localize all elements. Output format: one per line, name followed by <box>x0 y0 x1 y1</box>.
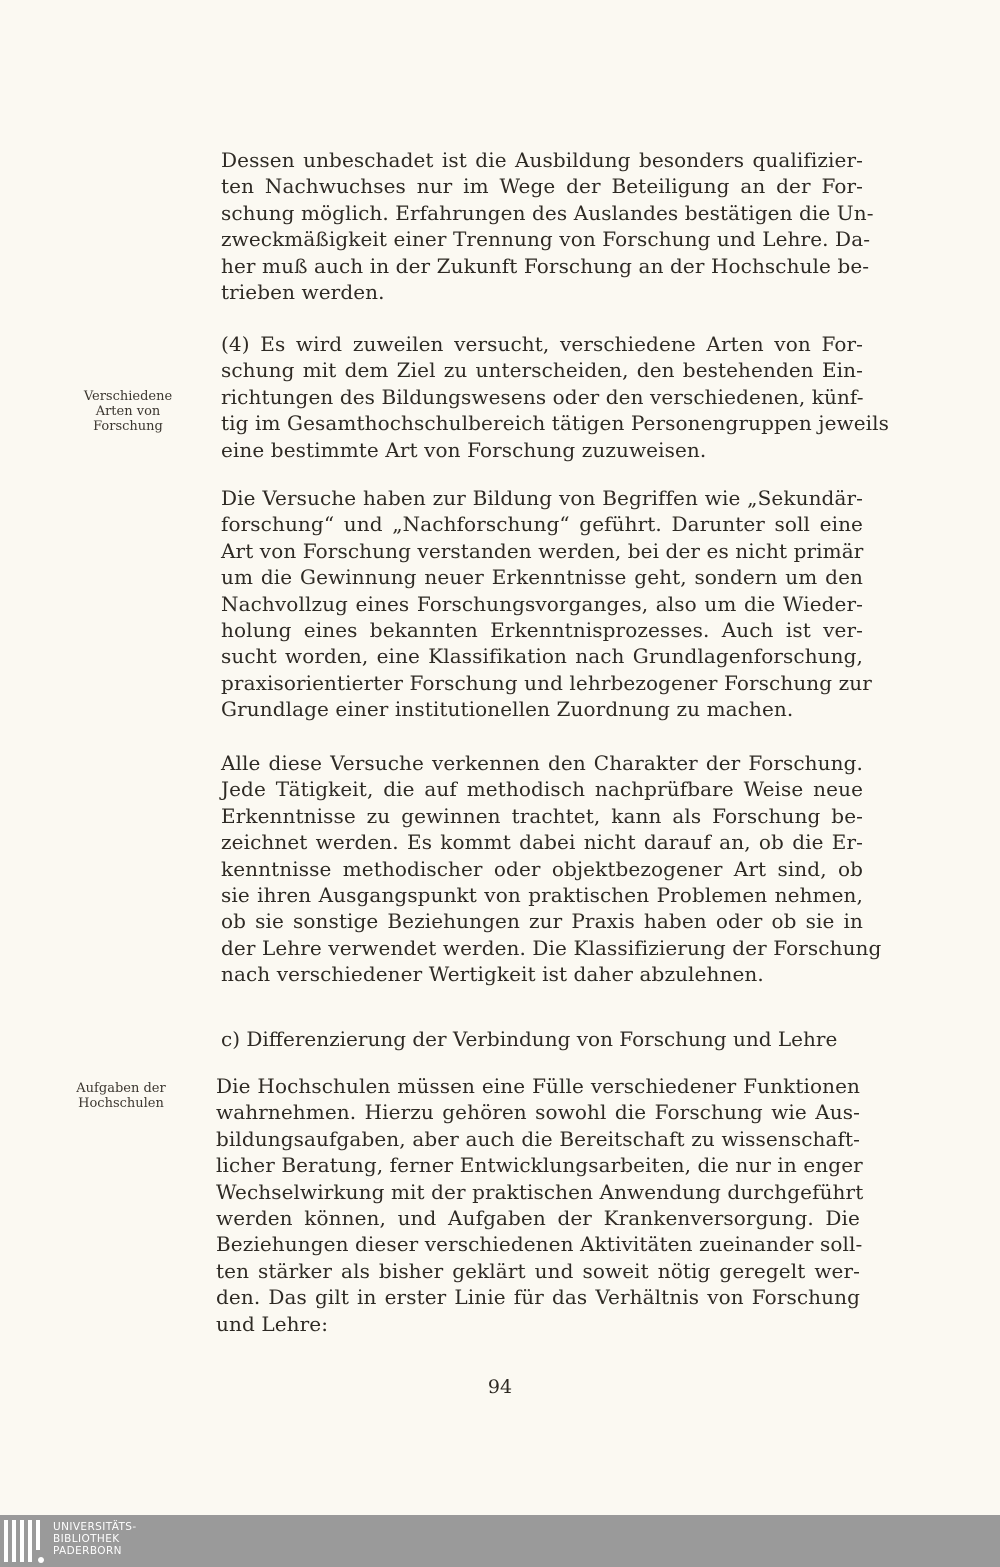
text-line: schung möglich. Erfahrungen des Auslandes bestätigen die Un- <box>221 200 874 225</box>
paragraph-1 <box>221 147 874 305</box>
text-line: wahrnehmen. Hierzu gehören sowohl die Forschung wie Aus- <box>216 1100 860 1125</box>
text-line: sie ihren Ausgangspunkt von praktischen Problemen nehmen, <box>221 883 863 908</box>
margin-note-line: Aufgaben der <box>76 1081 166 1096</box>
library-name-line: BIBLIOTHEK <box>53 1533 120 1545</box>
text-line: trieben werden. <box>221 280 385 305</box>
library-name-line: UNIVERSITÄTS- <box>53 1521 137 1533</box>
text-line: Die Versuche haben zur Bildung von Begriffen wie „Sekundär- <box>221 486 863 510</box>
text-line: Nachvollzug eines Forschungsvorganges, also um die Wieder- <box>221 591 863 616</box>
text-line: der Lehre verwendet werden. Die Klassifizierung der Forschung <box>221 935 882 960</box>
margin-note-line: Arten von <box>95 404 161 419</box>
margin-note-research-types <box>74 389 182 434</box>
text-line: werden können, und Aufgaben der Krankenversorgung. Die <box>216 1206 860 1231</box>
section-heading: c) Differenzierung der Verbindung von Forschung und Lehre <box>221 1027 838 1051</box>
text-line: ob sie sonstige Beziehungen zur Praxis haben oder ob sie in <box>221 909 863 934</box>
text-line: sucht worden, eine Klassifikation nach Grundlagenforschung, <box>221 644 863 669</box>
text-line: tig im Gesamthochschulbereich tätigen Personengruppen jeweils <box>221 411 890 436</box>
margin-note-university-tasks <box>66 1081 176 1111</box>
logo-dot-icon <box>38 1557 44 1563</box>
text-line: forschung“ und „Nachforschung“ geführt. Darunter soll eine <box>221 512 863 537</box>
text-line: ten Nachwuchses nur im Wege der Beteiligung an der For- <box>221 174 863 199</box>
text-line: licher Beratung, ferner Entwicklungsarbeiten, die nur in enger <box>216 1153 863 1178</box>
page-number: 94 <box>487 1376 513 1398</box>
paragraph-5 <box>216 1073 864 1337</box>
text-line: Die Hochschulen müssen eine Fülle verschiedener Funktionen <box>216 1074 860 1098</box>
library-name-line: PADERBORN <box>53 1545 122 1557</box>
text-line: Beziehungen dieser verschiedenen Aktivitäten zueinander soll- <box>216 1232 863 1257</box>
text-line: um die Gewinnung neuer Erkenntnisse geht, sondern um den <box>221 565 863 590</box>
text-line: richtungen des Bildungswesens oder den verschiedenen, künf- <box>221 384 864 409</box>
text-line: zweckmäßigkeit einer Trennung von Forschung und Lehre. Da- <box>221 227 871 252</box>
text-line: eine bestimmte Art von Forschung zuzuweisen. <box>221 437 707 462</box>
text-line: her muß auch in der Zukunft Forschung an der Hochschule be- <box>221 253 870 278</box>
library-footer-bar <box>0 1515 1000 1567</box>
text-line: den. Das gilt in erster Linie für das Verhältnis von Forschung <box>216 1285 860 1310</box>
text-line: holung eines bekannten Erkenntnisprozesses. Auch ist ver- <box>221 618 863 643</box>
text-line: ten stärker als bisher geklärt und soweit nötig geregelt wer- <box>216 1258 860 1283</box>
margin-note-line: Forschung <box>93 419 163 434</box>
text-line: Dessen unbeschadet ist die Ausbildung besonders qualifizier- <box>221 148 863 172</box>
text-line: Art von Forschung verstanden werden, bei der es nicht primär <box>221 538 864 563</box>
paragraph-4 <box>221 750 882 988</box>
paragraph-3 <box>221 485 872 723</box>
library-name <box>53 1521 137 1557</box>
text-line: Alle diese Versuche verkennen den Charakter der Forschung. <box>221 751 863 775</box>
paragraph-2 <box>221 331 890 463</box>
text-line: kenntnisse methodischer oder objektbezogener Art sind, ob <box>221 856 863 881</box>
margin-note-line: Hochschulen <box>78 1096 164 1111</box>
text-line: Wechselwirkung mit der praktischen Anwendung durchgeführt <box>216 1179 864 1204</box>
text-line: bildungsaufgaben, aber auch die Bereitschaft zu wissenschaft- <box>216 1126 860 1151</box>
text-line: und Lehre: <box>216 1311 329 1336</box>
text-line: (4) Es wird zuweilen versucht, verschiedene Arten von For- <box>221 332 863 356</box>
text-line: Jede Tätigkeit, die auf methodisch nachprüfbare Weise neue <box>221 777 863 802</box>
text-line: Erkenntnisse zu gewinnen trachtet, kann als Forschung be- <box>221 803 863 828</box>
text-line: Grundlage einer institutionellen Zuordnung zu machen. <box>221 697 794 722</box>
text-line: zeichnet werden. Es kommt dabei nicht darauf an, ob die Er- <box>221 830 863 855</box>
margin-note-line: Verschiedene <box>83 389 173 404</box>
text-line: praxisorientierter Forschung und lehrbezogener Forschung zur <box>221 670 872 695</box>
text-line: schung mit dem Ziel zu unterscheiden, den bestehenden Ein- <box>221 358 863 383</box>
text-line: nach verschiedener Wertigkeit ist daher abzulehnen. <box>221 962 764 987</box>
